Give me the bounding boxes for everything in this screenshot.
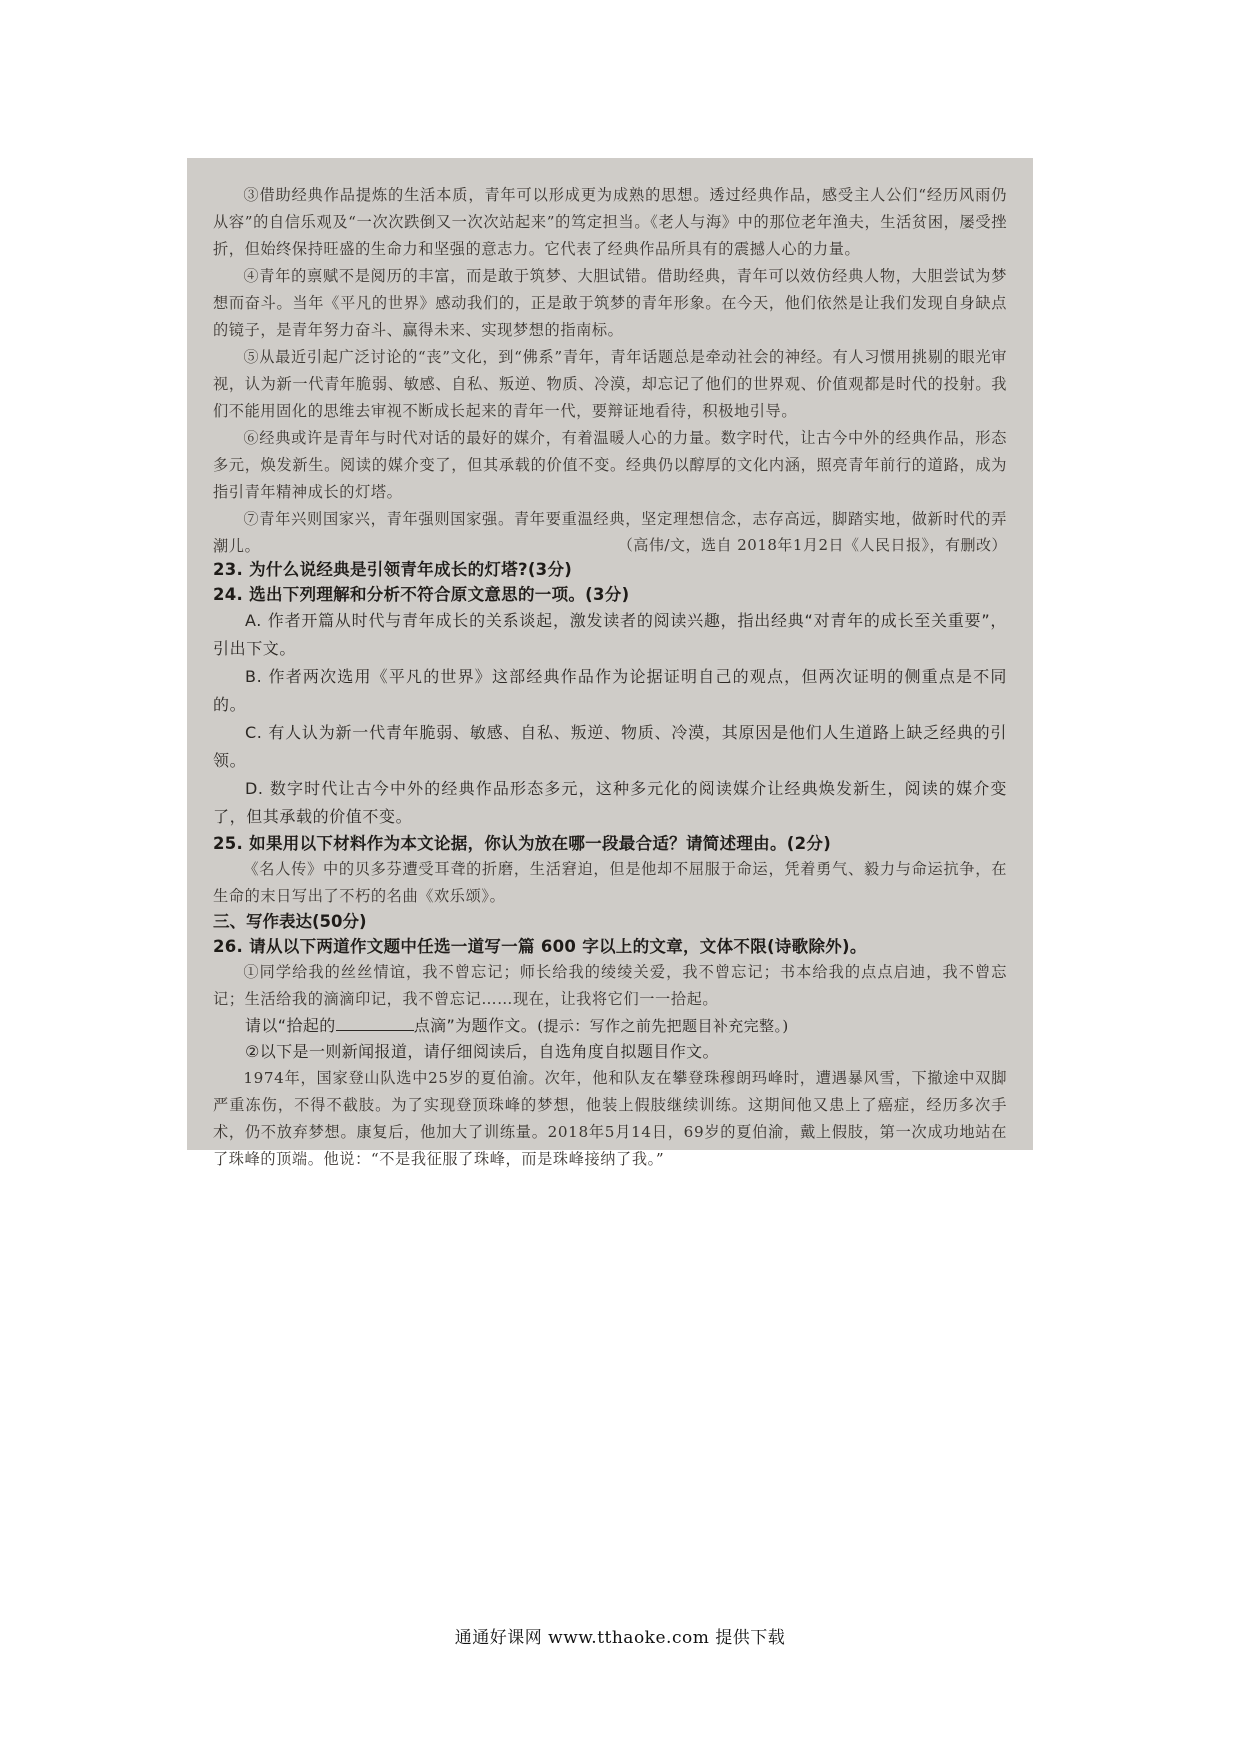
- question-26: 26. 请从以下两道作文题中任选一道写一篇 600 字以上的文章，文体不限(诗歌除外)。: [213, 937, 867, 956]
- question-24-option-d: D. 数字时代让古今中外的经典作品形态多元，这种多元化的阅读媒介让经典焕发新生，阅读的媒介变了，但其承载的价值不变。: [213, 779, 1007, 826]
- passage-paragraph-3: ③借助经典作品提炼的生活本质，青年可以形成更为成熟的思想。透过经典作品，感受主人公们“经历风雨仍从容”的自信乐观及“一次次跌倒又一次次站起来”的笃定担当。《老人与海》中的那位老年渔夫，生活贫困，屡受挫折，但始终保持旺盛的生命力和坚强的意志力。它代表了经典作品所具有的震撼人心的力量。: [213, 186, 1007, 258]
- writing-option-1-prompt: [213, 1013, 1007, 1039]
- prompt-part-b: 点滴”为题作文。: [413, 1016, 538, 1035]
- writing-option-2-news: 1974年，国家登山队选中25岁的夏伯渝。次年，他和队友在攀登珠穆朗玛峰时，遭遇暴风雪，下撤途中双脚严重冻伤，不得不截肢。为了实现登顶珠峰的梦想，他装上假肢继续训练。这期间他又患上了癌症，经历多次手术，仍不放弃梦想。康复后，他加大了训练量。2018年5月14日，69岁的夏伯渝，戴上假肢，第一次成功地站在了珠峰的顶端。他说：“不是我征服了珠峰，而是珠峰接纳了我。”: [213, 1069, 1007, 1168]
- title-blank: [336, 1014, 414, 1031]
- passage-paragraph-6: ⑥经典或许是青年与时代对话的最好的媒介，有着温暖人心的力量。数字时代，让古今中外的经典作品，形态多元，焕发新生。阅读的媒介变了，但其承载的价值不变。经典仍以醇厚的文化内涵，照亮青年前行的道路，成为指引青年精神成长的灯塔。: [213, 429, 1007, 501]
- prompt-part-a: 请以“拾起的: [245, 1016, 336, 1035]
- passage-paragraph-4: ④青年的禀赋不是阅历的丰富，而是敢于筑梦、大胆试错。借助经典，青年可以效仿经典人物，大胆尝试为梦想而奋斗。当年《平凡的世界》感动我们的，正是敢于筑梦的青年形象。在今天，他们依然是让我们发现自身缺点的镜子，是青年努力奋斗、赢得未来、实现梦想的指南标。: [213, 267, 1007, 339]
- prompt-tip: (提示：写作之前先把题目补充完整。): [537, 1017, 789, 1035]
- scanned-exam-page: [187, 158, 1033, 1168]
- question-25: 25. 如果用以下材料作为本文论据，你认为放在哪一段最合适？请简述理由。(2分): [213, 834, 832, 853]
- writing-option-1-text: ①同学给我的丝丝情谊，我不曾忘记；师长给我的绫绫关爱，我不曾忘记；书本给我的点点启迪，我不曾忘记；生活给我的滴滴印记，我不曾忘记……现在，让我将它们一一拾起。: [213, 963, 1007, 1008]
- passage-source: （高伟/文，选自 2018年1月2日《人民日报》，有删改）: [617, 536, 1007, 554]
- download-footer: 通通好课网 www.tthaoke.com 提供下载: [454, 1628, 786, 1648]
- passage-paragraph-5: ⑤从最近引起广泛讨论的“丧”文化，到“佛系”青年，青年话题总是牵动社会的神经。有人习惯用挑剔的眼光审视，认为新一代青年脆弱、敏感、自私、叛逆、物质、冷漠，却忘记了他们的世界观、价值观都是时代的投射。我们不能用固化的思维去审视不断成长起来的青年一代，要辩证地看待，积极地引导。: [213, 348, 1007, 420]
- writing-option-2-intro: ②以下是一则新闻报道，请仔细阅读后，自选角度自拟题目作文。: [245, 1042, 719, 1061]
- writing-section-title: 三、写作表达(50分): [213, 912, 367, 931]
- passage-paragraph-7: ⑦青年兴则国家兴，青年强则国家强。青年要重温经典，坚定理想信念，志存高远，脚踏实地，做新时代的弄潮儿。: [213, 510, 1007, 555]
- question-24-option-b: B. 作者两次选用《平凡的世界》这部经典作品作为论据证明自己的观点，但两次证明的侧重点是不同的。: [213, 667, 1007, 714]
- question-24-option-a: A. 作者开篇从时代与青年成长的关系谈起，激发读者的阅读兴趣，指出经典“对青年的成长至关重要”，引出下文。: [213, 611, 1007, 658]
- question-24: 24. 选出下列理解和分析不符合原文意思的一项。(3分): [213, 585, 630, 604]
- question-24-option-c: C. 有人认为新一代青年脆弱、敏感、自私、叛逆、物质、冷漠，其原因是他们人生道路上缺乏经典的引领。: [213, 723, 1007, 770]
- question-25-material: 《名人传》中的贝多芬遭受耳聋的折磨，生活窘迫，但是他却不屈服于命运，凭着勇气、毅力与命运抗争，在生命的末日写出了不朽的名曲《欢乐颂》。: [213, 860, 1007, 905]
- question-23: 23. 为什么说经典是引领青年成长的灯塔?(3分): [213, 560, 573, 579]
